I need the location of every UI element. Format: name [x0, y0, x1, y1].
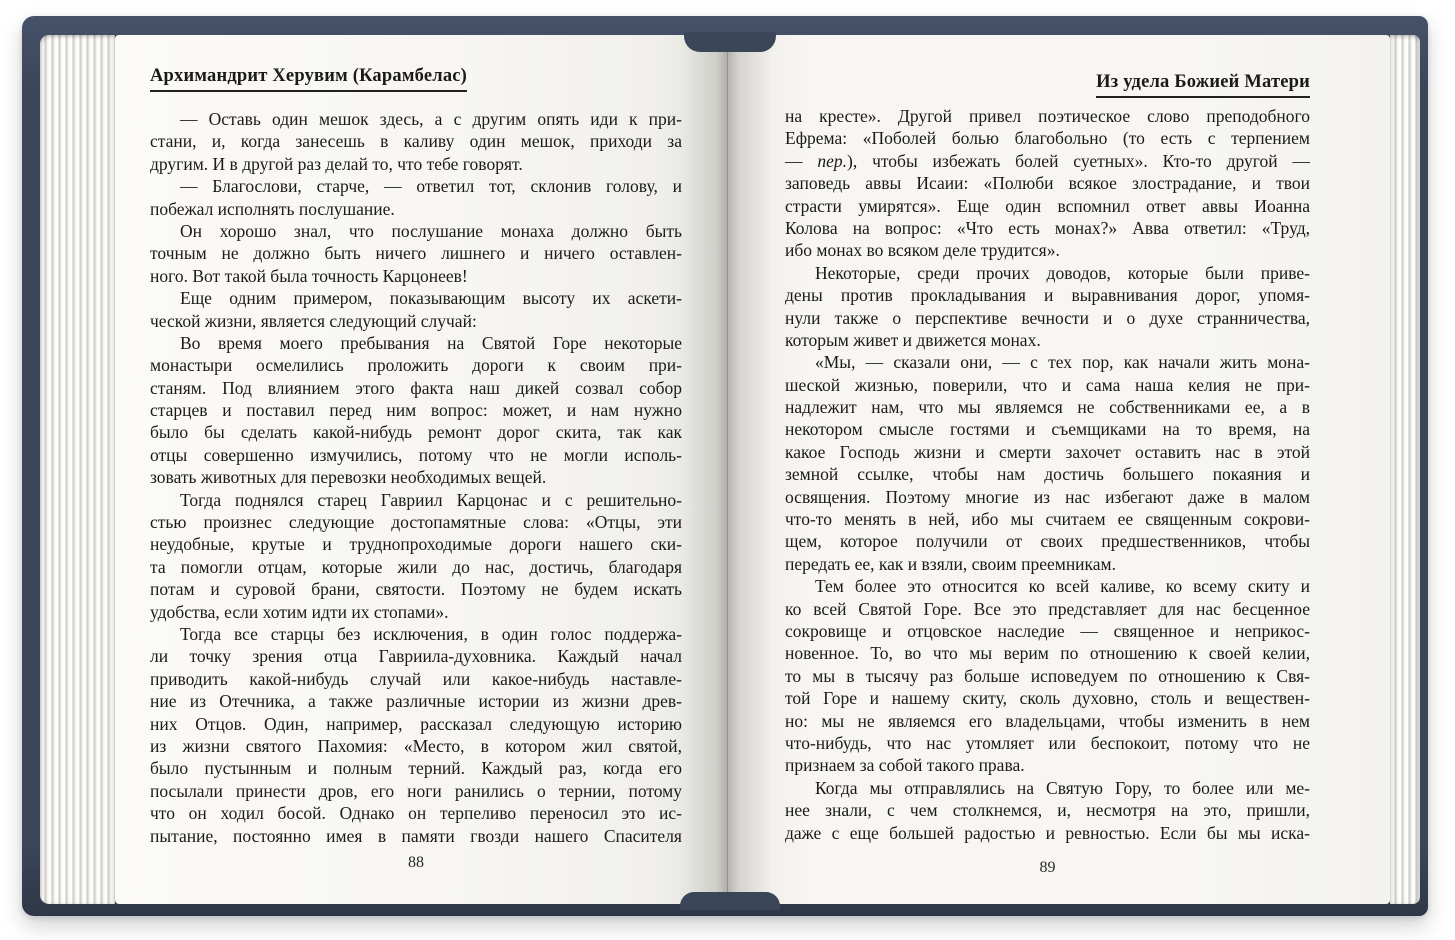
left-page-text — [150, 108, 682, 847]
text-line: что он ходил босой. Однако он терпеливо переносил это ис- — [150, 803, 682, 824]
text-line: — Благослови, старче, — ответил тот, склонив голову, и — [180, 176, 682, 197]
text-line: отцы совершенно измучились, потому что не могли исполь- — [150, 444, 682, 465]
text-line: Колова на вопрос: «Что есть монах?» Авва ответил: «Труд, — [785, 217, 1310, 238]
text-line: признаем за собой такого права. — [785, 755, 1025, 776]
left-running-head-text: Архимандрит Херувим (Карамбелас) — [150, 66, 467, 92]
text-line: которым живет и движется монах. — [785, 329, 1041, 350]
text-line: станям. Под влиянием этого факта наш дикей созвал собор — [150, 377, 682, 398]
text-line: дены против прокладывания и выравнивания дорог, упомя- — [785, 285, 1310, 306]
text-line: ние из Отечника, а также различные истории из жизни древ- — [150, 691, 682, 712]
text-line: Ефрема: «Поболей болью благобольно (то есть с терпением — [785, 128, 1310, 149]
text-line: некотором смысле гостями и съемщиками на то время, на — [785, 419, 1310, 440]
text-line: освящения. Поэтому многие из нас избегают даже в малом — [785, 486, 1310, 507]
text-line: шеской жизнью, поверили, что и сама наша келия не при- — [785, 374, 1310, 395]
text-line: Тем более это относится ко всей каливе, ко всему скиту и — [815, 576, 1310, 597]
text-line: из жизни святого Пахомия: «Место, в котором жил святой, — [150, 735, 682, 756]
text-line: Он хорошо знал, что послушание монаха должно быть — [180, 220, 682, 241]
text-line: неудобные, крутые и труднопроходимые дороги нашего ски- — [150, 534, 682, 555]
text-line: Во время моего пребывания на Святой Горе некоторые — [180, 332, 682, 353]
text-line: заповедь аввы Исаии: «Полюби всякое злострадание, и твои — [785, 173, 1310, 194]
left-page-number: 88 — [408, 854, 424, 871]
text-line: Тогда поднялся старец Гавриил Карцонас и с решительно- — [180, 489, 682, 510]
text-line: посылали принести дров, его ноги ранились о тернии, потому — [150, 780, 682, 801]
right-page-text — [785, 105, 1310, 844]
text-line: монастыри осмелились проложить дороги к своим при- — [150, 355, 682, 376]
text-line: — Оставь один мешок здесь, а с другим опять иди к при- — [180, 109, 682, 129]
text-line: старцев и поставил перед ним вопрос: может, и нам нужно — [150, 400, 682, 421]
page-edges-left — [40, 35, 115, 904]
text-line: страсти умирятся». Еще один вспомнил ответ аввы Иоанна — [785, 195, 1310, 216]
text-line: земной ссылке, чтобы нам достичь большего покаяния и — [785, 464, 1310, 485]
text-line: той Горе и нашему скиту, сколь духовно, столь и веществен- — [785, 688, 1310, 709]
text-line: какое Господь жизни и смерти захочет оставить нас в этой — [785, 441, 1310, 462]
page-edges-right — [1390, 35, 1420, 904]
text-line: точным не должно быть ничего лишнего и ничего оставлен- — [150, 243, 682, 264]
text-line: Некоторые, среди прочих доводов, которые были приве- — [815, 262, 1310, 283]
text-line: новенное. То, во что мы верим по отношению к своей келии, — [785, 643, 1310, 664]
text-line: ного. Вот такой была точность Карцонеев! — [150, 265, 468, 286]
text-line: другим. И в другой раз делай то, что тебе говорят. — [150, 153, 523, 174]
right-page-number: 89 — [1039, 859, 1056, 876]
text-line: Еще одним примером, показывающим высоту их аскети- — [180, 288, 682, 309]
text-line: передать ее, как и взяли, своим преемникам. — [785, 553, 1117, 574]
text-line: ибо монах во всяком деле трудится». — [785, 240, 1060, 261]
text-line: нули также о перспективе вечности и о духе странничества, — [785, 307, 1310, 328]
text-line: щем, которое получили от своих предшественников, чтобы — [785, 531, 1310, 552]
text-line: Тогда все старцы без исключения, в один голос поддержа- — [180, 623, 682, 644]
text-line: на кресте». Другой привел поэтическое слово преподобного — [785, 106, 1310, 126]
spine-notch-bottom — [680, 892, 780, 910]
right-running-head — [785, 72, 1310, 98]
text-line: нее знали, с чем столкнемся, и, несмотря на это, пришли, — [785, 800, 1310, 821]
text-line: надлежит нам, что мы являемся не собственниками ее, а в — [785, 397, 1310, 418]
text-line: стью произнес следующие достопамятные слова: «Отцы, эти — [150, 512, 682, 533]
text-line: — пер.), чтобы избежать болей суетных». Кто-то другой — — [785, 150, 1311, 171]
text-line: ли точку зрения отца Гавриила-духовника. Каждый начал — [150, 646, 682, 667]
text-line: что-то менять в ней, ибо мы считаем ее священным сокрови- — [785, 509, 1310, 530]
left-running-head — [150, 66, 682, 92]
text-line: то мы в тысячу раз больше исповедуем по отношению к Свя- — [785, 665, 1310, 686]
text-line: приводить какой-нибудь случай или какое-нибудь наставле- — [150, 668, 682, 689]
text-line: зовать животных для перевозки необходимых вещей. — [150, 467, 547, 488]
text-line: потам и суровой брани, святости. Поэтому не будем искать — [150, 579, 682, 600]
book — [22, 16, 1428, 916]
text-line: было бы сделать какой-нибудь ремонт дорог скита, так как — [150, 422, 682, 443]
text-line: побежал исполнять послушание. — [150, 198, 395, 219]
text-line: сокровище и отцовское наследие — священное и неприкос- — [785, 620, 1310, 641]
text-line: них Отцов. Один, например, рассказал следующую историю — [150, 713, 682, 734]
text-line: ко всей Святой Горе. Все это представляет для нас бесценное — [785, 598, 1310, 619]
text-line: было пустынным и полным терний. Каждый раз, когда его — [150, 758, 682, 779]
text-line: удобства, если хотим идти их стопами». — [150, 601, 449, 622]
right-running-head-text: Из удела Божией Матери — [1096, 72, 1310, 98]
text-line: стани, и, когда занесешь в каливу один мешок, приходи за — [150, 131, 682, 152]
text-line: та помогли отцам, которые жили до нас, достичь, благодаря — [150, 556, 682, 577]
text-line: пытание, постоянно имея в памяти гвозди нашего Спасителя — [150, 825, 682, 846]
text-line: «Мы, — сказали они, — с тех пор, как начали жить мона- — [815, 352, 1310, 373]
text-line: даже с еще большей радостью и ревностью. Если бы мы иска- — [785, 822, 1310, 843]
text-line: что-нибудь, что нас утомляет или беспокоит, потому что не — [785, 732, 1310, 753]
text-line: ческой жизни, является следующий случай: — [150, 310, 477, 331]
text-line: Когда мы отправлялись на Святую Гору, то более или ме- — [815, 777, 1310, 798]
text-line: но: мы не являемся его владельцами, чтобы изменить в нем — [785, 710, 1310, 731]
spine-notch-top — [684, 32, 776, 52]
